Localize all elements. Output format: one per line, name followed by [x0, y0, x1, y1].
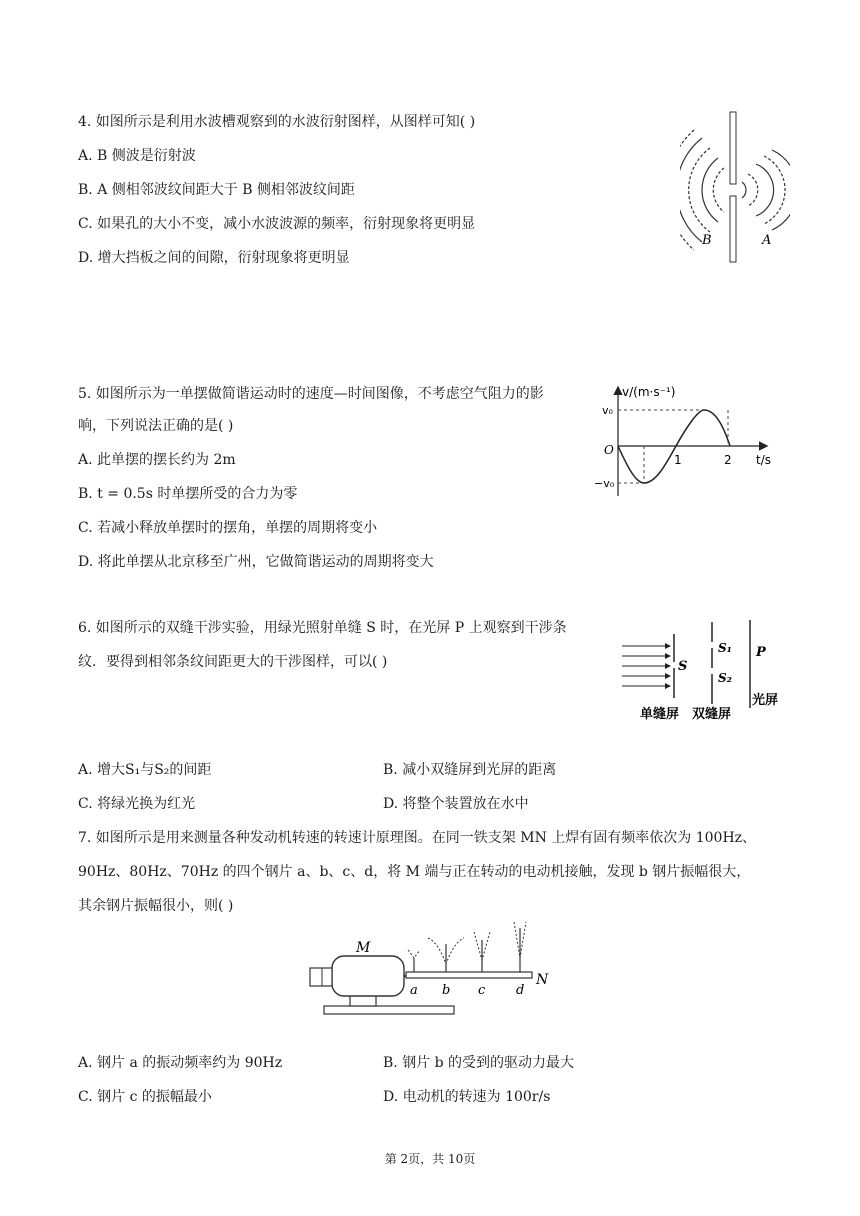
q6-option-c: C. 将绿光换为红光 [78, 796, 196, 812]
label-a: A [762, 233, 772, 248]
q7-option-c: C. 钢片 c 的振幅最小 [78, 1089, 212, 1105]
q6-option-b: B. 减小双缝屏到光屏的距离 [383, 762, 557, 778]
bar-mn [406, 972, 532, 978]
label-m: M [356, 940, 371, 956]
q5-option-b: B. t = 0.5s 时单摆所受的合力为零 [78, 486, 298, 502]
s2-label: S₂ [718, 671, 732, 685]
q5-stem-line1: 5. 如图所示为一单摆做简谐运动时的速度—时间图像，不考虑空气阻力的影 [78, 386, 544, 402]
t-axis-label: t/s [756, 453, 771, 467]
double-slit-label: 双缝屏 [692, 707, 732, 722]
reed-d [514, 922, 526, 972]
page-footer: 第 2页，共 10页 [384, 1152, 476, 1166]
tick-2-label: 2 [724, 453, 732, 467]
reed-b [428, 938, 464, 972]
barrier-upper [730, 112, 736, 184]
label-n: N [536, 972, 549, 988]
q5-stem-line2: 响，下列说法正确的是( ) [78, 418, 234, 434]
s1-label: S₁ [718, 641, 732, 655]
q4-option-d: D. 增大挡板之间的间隙，衍射现象将更明显 [78, 250, 350, 266]
q6-stem-line2: 纹．要得到相邻条纹间距更大的干涉图样，可以( ) [78, 654, 388, 670]
q7-option-b: B. 钢片 b 的受到的驱动力最大 [383, 1055, 575, 1071]
q4-stem: 4. 如图所示是利用水波槽观察到的水波衍射图样，从图样可知( ) [78, 114, 476, 130]
label-reed-b: b [442, 983, 451, 998]
q5-option-a: A. 此单摆的摆长约为 2m [78, 452, 236, 468]
q7-tachometer-figure [304, 914, 560, 1020]
motor-body [332, 956, 404, 996]
q4-wave-diffraction-figure [680, 108, 790, 268]
label-reed-d: d [516, 983, 525, 998]
q4-option-b: B. A 侧相邻波纹间距大于 B 侧相邻波纹间距 [78, 182, 355, 198]
barrier-lower [730, 196, 736, 262]
q7-option-d: D. 电动机的转速为 100r/s [383, 1089, 551, 1105]
reed-c [474, 932, 490, 972]
neg-v0-label: −v₀ [594, 477, 615, 490]
label-reed-a: a [410, 983, 418, 998]
motor-base [324, 1006, 454, 1014]
q6-stem-line1: 6. 如图所示的双缝干涉实验，用绿光照射单缝 S 时，在光屏 P 上观察到干涉条 [78, 620, 567, 636]
q7-option-a: A. 钢片 a 的振动频率约为 90Hz [78, 1055, 283, 1071]
q6-double-slit-figure [616, 612, 788, 724]
label-b: B [702, 233, 712, 248]
p-label: P [756, 645, 766, 660]
q4-option-c: C. 如果孔的大小不变，减小水波波源的频率，衍射现象将更明显 [78, 216, 476, 232]
q4-option-a: A. B 侧波是衍射波 [78, 148, 196, 164]
q6-option-d: D. 将整个装置放在水中 [383, 796, 529, 812]
q6-option-a: A. 增大S₁与S₂的间距 [78, 762, 212, 778]
q5-option-c: C. 若减小释放单摆时的摆角，单摆的周期将变小 [78, 520, 378, 536]
q7-stem-line1: 7. 如图所示是用来测量各种发动机转速的转速计原理图。在同一铁支架 MN 上焊有固有频率依次为 100Hz、 [78, 830, 757, 846]
screen-label: 光屏 [752, 693, 779, 708]
q5-option-d: D. 将此单摆从北京移至广州，它做简谐运动的周期将变大 [78, 554, 434, 570]
q7-stem-line3: 其余钢片振幅很小，则( ) [78, 898, 234, 914]
tick-1-label: 1 [674, 453, 682, 467]
v0-label: v₀ [602, 404, 613, 417]
label-reed-c: c [478, 983, 486, 998]
q7-stem-line2: 90Hz、80Hz、70Hz 的四个钢片 a、b、c、d，将 M 端与正在转动的电动机接触，发现 b 钢片振幅很大， [78, 864, 751, 880]
s-label: S [678, 659, 688, 674]
origin-label: O [604, 443, 614, 457]
q5-velocity-time-graph [588, 378, 788, 502]
single-slit-label: 单缝屏 [640, 707, 680, 722]
reed-a [408, 950, 420, 972]
v-axis-label: v/(m·s⁻¹) [622, 385, 676, 399]
